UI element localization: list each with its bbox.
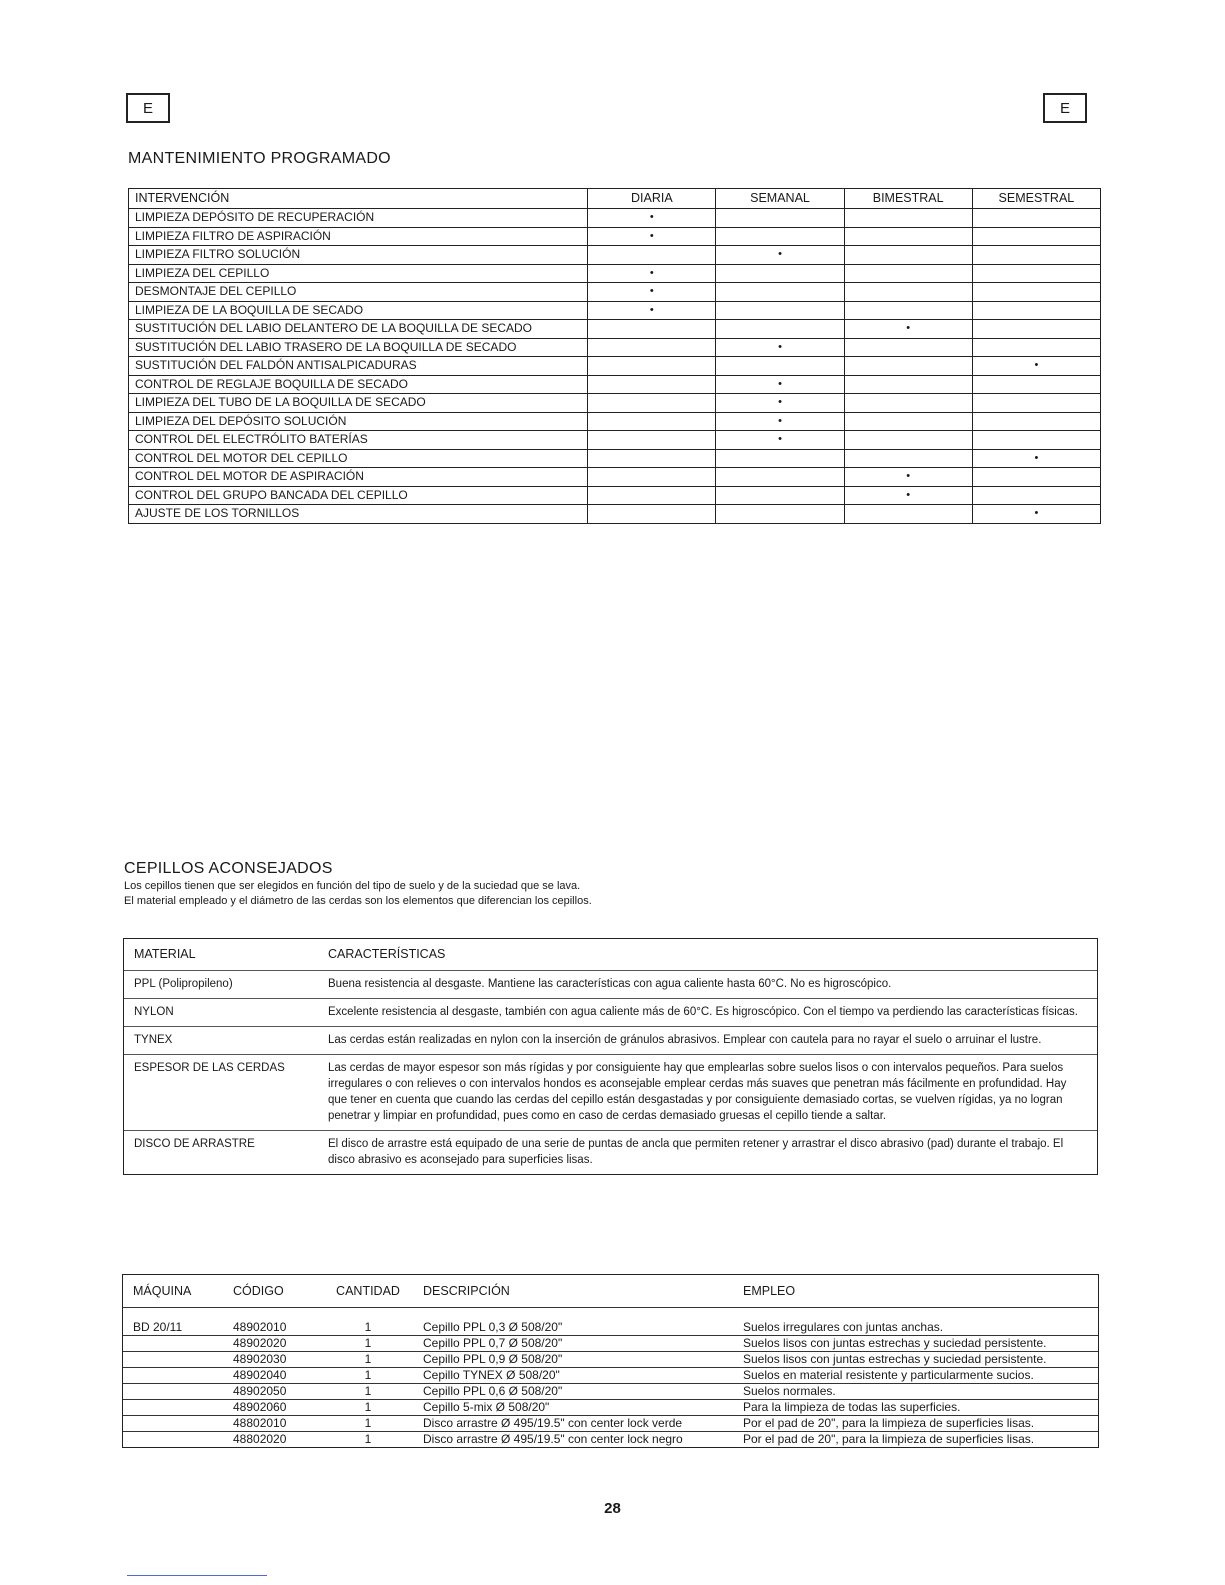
page-number: 28: [604, 1500, 621, 1517]
material-description: Excelente resistencia al desgaste, también con agua caliente más de 60°C. Es higroscópico. Con el tiempo va perdiendo las características físicas.: [328, 1006, 1078, 1018]
maintenance-row: [129, 320, 1101, 339]
part-quantity: 1: [364, 1336, 372, 1350]
part-use: Suelos lisos con juntas estrechas y suciedad persistente.: [743, 1336, 1047, 1350]
frequency-cell: [844, 283, 972, 302]
machine-name: [123, 1384, 233, 1399]
col-quantity: CANTIDAD: [336, 1284, 400, 1298]
frequency-mark: •: [716, 412, 844, 431]
frequency-cell: [972, 301, 1100, 320]
frequency-cell: [844, 338, 972, 357]
frequency-cell: [716, 283, 844, 302]
part-row: [123, 1384, 1098, 1400]
frequency-cell: [716, 505, 844, 524]
frequency-cell: [972, 431, 1100, 450]
frequency-cell: [844, 505, 972, 524]
maintenance-task: CONTROL DEL ELECTRÓLITO BATERÍAS: [129, 431, 588, 450]
part-quantity: 1: [364, 1320, 372, 1334]
maintenance-task: LIMPIEZA FILTRO DE ASPIRACIÓN: [129, 227, 588, 246]
maintenance-task: CONTROL DEL MOTOR DE ASPIRACIÓN: [129, 468, 588, 487]
frequency-mark: •: [716, 394, 844, 413]
maintenance-task: LIMPIEZA DE LA BOQUILLA DE SECADO: [129, 301, 588, 320]
machine-name: [123, 1416, 233, 1431]
frequency-cell: [716, 227, 844, 246]
frequency-cell: [972, 394, 1100, 413]
maintenance-table: [128, 188, 1101, 524]
part-use: Por el pad de 20", para la limpieza de superficies lisas.: [743, 1416, 1035, 1430]
frequency-cell: [844, 412, 972, 431]
frequency-mark: •: [716, 338, 844, 357]
part-description: Cepillo 5-mix Ø 508/20": [423, 1400, 550, 1414]
machine-name: [123, 1368, 233, 1383]
part-description: Cepillo PPL 0,6 Ø 508/20": [423, 1384, 563, 1398]
frequency-cell: [972, 412, 1100, 431]
material-description: Las cerdas de mayor espesor son más rígidas y por consiguiente hay que emplearlas sobre suelos lisos o con intervalos pequeños. Para suelos irregulares o con relieves o con intervalos hondos es aconsejable emplear cerdas más suaves que penetran más fácilmente en profundidad. Hay que tener en cuenta que cuando las cerdas del cepillo están desgastadas y por consiguiente demasiado cortas, se vuelven rígidas, ya no logran penetrar y limpiar en profundidad, pues como en caso de cerdas demasiado gruesas el cepillo tiende a saltar.: [328, 1062, 1067, 1122]
frequency-cell: [844, 449, 972, 468]
part-row: [123, 1432, 1098, 1447]
frequency-cell: [972, 227, 1100, 246]
brush-material-row: [124, 999, 1097, 1027]
part-row: [123, 1416, 1098, 1432]
frequency-cell: [972, 338, 1100, 357]
part-quantity: 1: [364, 1400, 372, 1414]
part-quantity: 1: [364, 1432, 372, 1446]
maintenance-row: [129, 486, 1101, 505]
maintenance-task: LIMPIEZA DEL DEPÓSITO SOLUCIÓN: [129, 412, 588, 431]
col-description: DESCRIPCIÓN: [423, 1284, 510, 1298]
col-bimonthly: BIMESTRAL: [844, 189, 972, 209]
maintenance-row: [129, 338, 1101, 357]
maintenance-row: [129, 412, 1101, 431]
frequency-cell: [588, 357, 716, 376]
frequency-cell: [588, 449, 716, 468]
part-description: Disco arrastre Ø 495/19.5" con center lock negro: [423, 1432, 683, 1446]
frequency-mark: •: [972, 505, 1100, 524]
brushes-header-row: [124, 939, 1097, 971]
frequency-cell: [588, 246, 716, 265]
maintenance-task: LIMPIEZA DEL CEPILLO: [129, 264, 588, 283]
part-row: [123, 1320, 1098, 1336]
frequency-cell: [588, 486, 716, 505]
brush-material-row: [124, 971, 1097, 999]
col-code: CÓDIGO: [233, 1284, 284, 1298]
maintenance-task: LIMPIEZA FILTRO SOLUCIÓN: [129, 246, 588, 265]
part-use: Suelos normales.: [743, 1384, 836, 1398]
col-features: CARACTERÍSTICAS: [328, 947, 446, 961]
frequency-cell: [844, 246, 972, 265]
frequency-cell: [844, 209, 972, 228]
maintenance-row: [129, 505, 1101, 524]
part-row: [123, 1336, 1098, 1352]
frequency-cell: [972, 486, 1100, 505]
frequency-cell: [716, 264, 844, 283]
frequency-mark: •: [844, 486, 972, 505]
maintenance-row: [129, 246, 1101, 265]
frequency-mark: •: [716, 375, 844, 394]
material-name: TYNEX: [134, 1034, 173, 1046]
part-row: [123, 1368, 1098, 1384]
parts-table: [122, 1274, 1099, 1448]
frequency-cell: [588, 468, 716, 487]
maintenance-row: [129, 394, 1101, 413]
brush-material-row: [124, 1131, 1097, 1174]
frequency-mark: •: [844, 468, 972, 487]
frequency-cell: [844, 431, 972, 450]
part-use: Suelos lisos con juntas estrechas y suciedad persistente.: [743, 1352, 1047, 1366]
material-name: ESPESOR DE LAS CERDAS: [134, 1062, 285, 1074]
maintenance-row: [129, 264, 1101, 283]
stray-link-underline: [127, 1575, 267, 1576]
frequency-cell: [972, 209, 1100, 228]
frequency-mark: •: [588, 283, 716, 302]
frequency-mark: •: [972, 357, 1100, 376]
maintenance-row: [129, 209, 1101, 228]
part-quantity: 1: [364, 1384, 372, 1398]
brushes-table: [123, 938, 1098, 1175]
part-description: Cepillo PPL 0,3 Ø 508/20": [423, 1320, 563, 1334]
part-use: Por el pad de 20", para la limpieza de superficies lisas.: [743, 1432, 1035, 1446]
part-description: Cepillo PPL 0,9 Ø 508/20": [423, 1352, 563, 1366]
part-code: 48802020: [233, 1432, 287, 1446]
frequency-cell: [716, 357, 844, 376]
col-use: EMPLEO: [743, 1284, 796, 1298]
frequency-mark: •: [588, 264, 716, 283]
maintenance-row: [129, 283, 1101, 302]
language-badge-right: E: [1043, 93, 1087, 123]
part-use: Para la limpieza de todas las superficies.: [743, 1400, 961, 1414]
machine-name: [123, 1336, 233, 1351]
brushes-title: CEPILLOS ACONSEJADOS: [124, 860, 333, 877]
material-description: Buena resistencia al desgaste. Mantiene las características con agua caliente hasta 60°C. No es higroscópico.: [328, 978, 892, 990]
frequency-cell: [972, 283, 1100, 302]
maintenance-row: [129, 449, 1101, 468]
frequency-mark: •: [972, 449, 1100, 468]
part-use: Suelos en material resistente y particularmente sucios.: [743, 1368, 1034, 1382]
part-quantity: 1: [364, 1352, 372, 1366]
frequency-cell: [716, 301, 844, 320]
maintenance-task: LIMPIEZA DEL TUBO DE LA BOQUILLA DE SECADO: [129, 394, 588, 413]
maintenance-row: [129, 375, 1101, 394]
part-description: Cepillo PPL 0,7 Ø 508/20": [423, 1336, 563, 1350]
frequency-cell: [844, 227, 972, 246]
part-code: 48902010: [233, 1320, 287, 1334]
frequency-cell: [844, 375, 972, 394]
frequency-cell: [716, 486, 844, 505]
language-badge-left: E: [126, 93, 170, 123]
material-description: Las cerdas están realizadas en nylon con la inserción de gránulos abrasivos. Emplear con cautela para no rayar el suelo o arruinar el lustre.: [328, 1034, 1042, 1046]
frequency-cell: [588, 338, 716, 357]
col-semiannual: SEMESTRAL: [972, 189, 1100, 209]
part-code: 48802010: [233, 1416, 287, 1430]
frequency-cell: [716, 449, 844, 468]
brushes-intro-line-2: El material empleado y el diámetro de las cerdas son los elementos que diferencian los cepillos.: [124, 895, 592, 907]
maintenance-row: [129, 431, 1101, 450]
frequency-cell: [844, 394, 972, 413]
maintenance-task: SUSTITUCIÓN DEL FALDÓN ANTISALPICADURAS: [129, 357, 588, 376]
maintenance-row: [129, 301, 1101, 320]
frequency-cell: [588, 375, 716, 394]
parts-header-row: [123, 1275, 1098, 1308]
col-intervention: INTERVENCIÓN: [129, 189, 588, 209]
part-row: [123, 1400, 1098, 1416]
frequency-cell: [972, 320, 1100, 339]
maintenance-row: [129, 357, 1101, 376]
machine-name: [123, 1400, 233, 1415]
frequency-mark: •: [588, 227, 716, 246]
maintenance-task: CONTROL DE REGLAJE BOQUILLA DE SECADO: [129, 375, 588, 394]
part-row: [123, 1352, 1098, 1368]
frequency-mark: •: [588, 301, 716, 320]
part-code: 48902060: [233, 1400, 287, 1414]
frequency-cell: [972, 246, 1100, 265]
maintenance-task: CONTROL DEL GRUPO BANCADA DEL CEPILLO: [129, 486, 588, 505]
frequency-cell: [588, 505, 716, 524]
maintenance-task: SUSTITUCIÓN DEL LABIO TRASERO DE LA BOQUILLA DE SECADO: [129, 338, 588, 357]
frequency-cell: [588, 320, 716, 339]
part-description: Cepillo TYNEX Ø 508/20": [423, 1368, 560, 1382]
part-use: Suelos irregulares con juntas anchas.: [743, 1320, 944, 1334]
maintenance-task: AJUSTE DE LOS TORNILLOS: [129, 505, 588, 524]
maintenance-title: MANTENIMIENTO PROGRAMADO: [128, 150, 391, 167]
col-machine: MÁQUINA: [133, 1284, 192, 1298]
maintenance-task: CONTROL DEL MOTOR DEL CEPILLO: [129, 449, 588, 468]
part-quantity: 1: [364, 1368, 372, 1382]
material-name: PPL (Polipropileno): [134, 978, 233, 990]
frequency-cell: [972, 264, 1100, 283]
maintenance-header-row: [129, 189, 1101, 209]
part-quantity: 1: [364, 1416, 372, 1430]
part-code: 48902020: [233, 1336, 287, 1350]
machine-name: [123, 1352, 233, 1367]
frequency-cell: [844, 301, 972, 320]
maintenance-task: DESMONTAJE DEL CEPILLO: [129, 283, 588, 302]
maintenance-row: [129, 468, 1101, 487]
col-material: MATERIAL: [134, 947, 196, 961]
brushes-intro-line-1: Los cepillos tienen que ser elegidos en función del tipo de suelo y de la suciedad que se lava.: [124, 880, 581, 892]
frequency-cell: [716, 468, 844, 487]
part-code: 48902050: [233, 1384, 287, 1398]
part-description: Disco arrastre Ø 495/19.5" con center lock verde: [423, 1416, 683, 1430]
maintenance-task: SUSTITUCIÓN DEL LABIO DELANTERO DE LA BOQUILLA DE SECADO: [129, 320, 588, 339]
part-code: 48902040: [233, 1368, 287, 1382]
frequency-mark: •: [844, 320, 972, 339]
frequency-cell: [844, 264, 972, 283]
frequency-cell: [716, 209, 844, 228]
frequency-cell: [972, 375, 1100, 394]
frequency-cell: [588, 394, 716, 413]
material-name: DISCO DE ARRASTRE: [134, 1138, 255, 1150]
machine-name: [123, 1432, 233, 1447]
brush-material-row: [124, 1027, 1097, 1055]
frequency-cell: [588, 412, 716, 431]
machine-name: BD 20/11: [133, 1320, 183, 1334]
frequency-cell: [972, 468, 1100, 487]
brush-material-row: [124, 1055, 1097, 1131]
col-weekly: SEMANAL: [716, 189, 844, 209]
frequency-mark: •: [716, 431, 844, 450]
maintenance-row: [129, 227, 1101, 246]
part-code: 48902030: [233, 1352, 287, 1366]
frequency-cell: [844, 357, 972, 376]
frequency-cell: [588, 431, 716, 450]
frequency-mark: •: [716, 246, 844, 265]
frequency-cell: [716, 320, 844, 339]
col-daily: DIARIA: [588, 189, 716, 209]
maintenance-task: LIMPIEZA DEPÓSITO DE RECUPERACIÓN: [129, 209, 588, 228]
material-name: NYLON: [134, 1006, 174, 1018]
frequency-mark: •: [588, 209, 716, 228]
material-description: El disco de arrastre está equipado de una serie de puntas de ancla que permiten retener y arrastrar el disco abrasivo (pad) durante el trabajo. El disco abrasivo es aconsejado para superficies lisas.: [328, 1138, 1064, 1166]
